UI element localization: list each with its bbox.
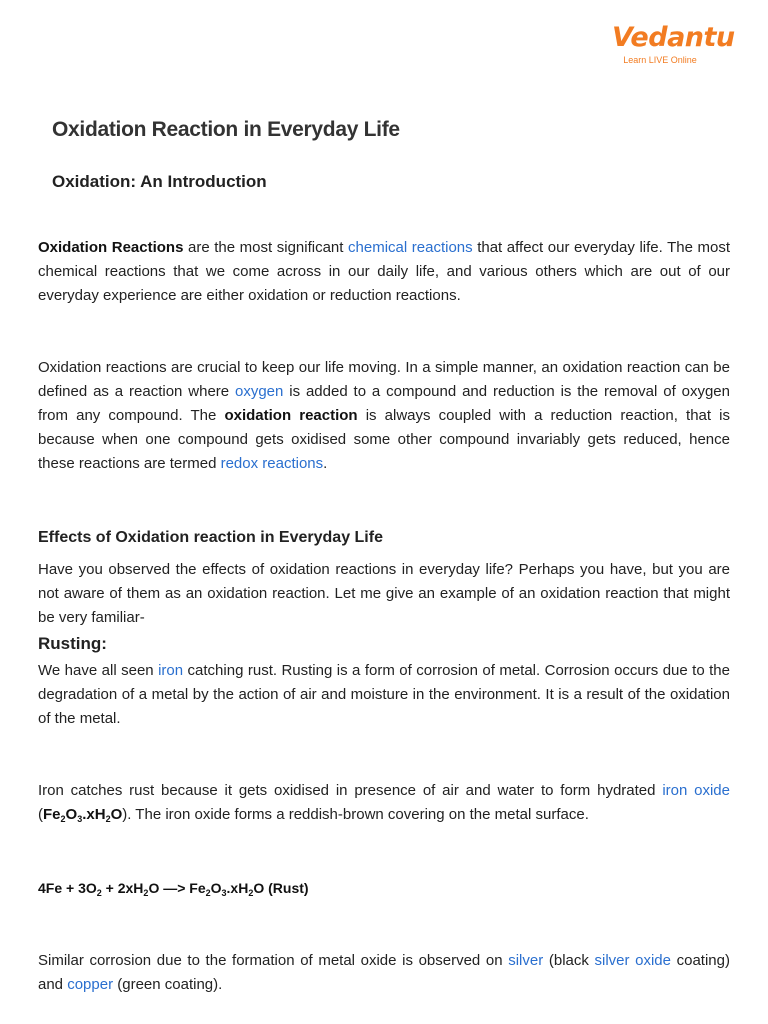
iron-oxide-paragraph: Iron catches rust because it gets oxidised in presence of air and water to form hydrated iron oxide $(Fe_2O_3.xH_2O)$. The iron oxide forms a reddish-brown covering on the metal surface. bbox=[38, 782, 730, 824]
logo-tagline: Learn LIVE Online bbox=[623, 55, 697, 65]
page-title: Oxidation Reaction in Everyday Life bbox=[52, 118, 400, 141]
rust-formula: $Fe_2O_3.xH_2O$ bbox=[43, 806, 123, 824]
rusting-heading: Rusting: bbox=[38, 634, 107, 653]
intro-subtitle: Oxidation: An Introduction bbox=[52, 172, 267, 191]
rust-equation: $4Fe + 3O_2 + 2xH_2O$ —> $Fe_2O_3.xH_2O$ (Rust) bbox=[38, 880, 309, 898]
redox-reactions-link[interactable]: redox reactions bbox=[220, 455, 324, 472]
definition-paragraph: Oxidation reactions are crucial to keep our life moving. In a simple manner, an oxidation reaction can be defined as a reaction where oxygen is added to a compound and reduction is the removal of oxygen from any compound. The oxidation reaction is always coupled with a reduction reaction, that is because when one compound gets oxidised some other compound invariably gets reduced, hence these reactions are termed redox reactions. bbox=[38, 359, 730, 472]
vedantu-logo[interactable] bbox=[612, 22, 735, 66]
chemical-reactions-link[interactable]: chemical reactions bbox=[348, 239, 473, 256]
intro-paragraph: Oxidation Reactions are the most significant chemical reactions that affect our everyday life. The most chemical reactions that we come across in our daily life, and various others which are out of our everyday experience are either oxidation or reduction reactions. bbox=[38, 239, 731, 304]
silver-oxide-link[interactable]: silver oxide bbox=[594, 952, 671, 969]
copper-link[interactable]: copper bbox=[67, 976, 114, 993]
bold-term: oxidation reaction bbox=[224, 407, 358, 424]
effects-heading: Effects of Oxidation reaction in Everyday Life bbox=[38, 529, 383, 546]
silver-copper-paragraph: Similar corrosion due to the formation of metal oxide is observed on silver (black silver oxide coating) and copper (green coating). bbox=[38, 952, 730, 993]
oxygen-link[interactable]: oxygen bbox=[235, 383, 284, 400]
rusting-paragraph: We have all seen iron catching rust. Rusting is a form of corrosion of metal. Corrosion occurs due to the degradation of a metal by the action of air and moisture in the environment. It is a result of the oxidation of the metal. bbox=[38, 662, 730, 727]
bold-term: Oxidation Reactions bbox=[38, 239, 184, 256]
iron-link[interactable]: iron bbox=[158, 662, 184, 679]
silver-link[interactable]: silver bbox=[508, 952, 544, 969]
logo-brand: Vedantu bbox=[612, 22, 735, 53]
iron-oxide-link[interactable]: iron oxide bbox=[662, 782, 730, 799]
effects-paragraph: Have you observed the effects of oxidation reactions in everyday life? Perhaps you have, but you are not aware of them as an oxidation reaction. Let me give an example of an oxidation reaction that might be very familiar- bbox=[38, 561, 730, 626]
